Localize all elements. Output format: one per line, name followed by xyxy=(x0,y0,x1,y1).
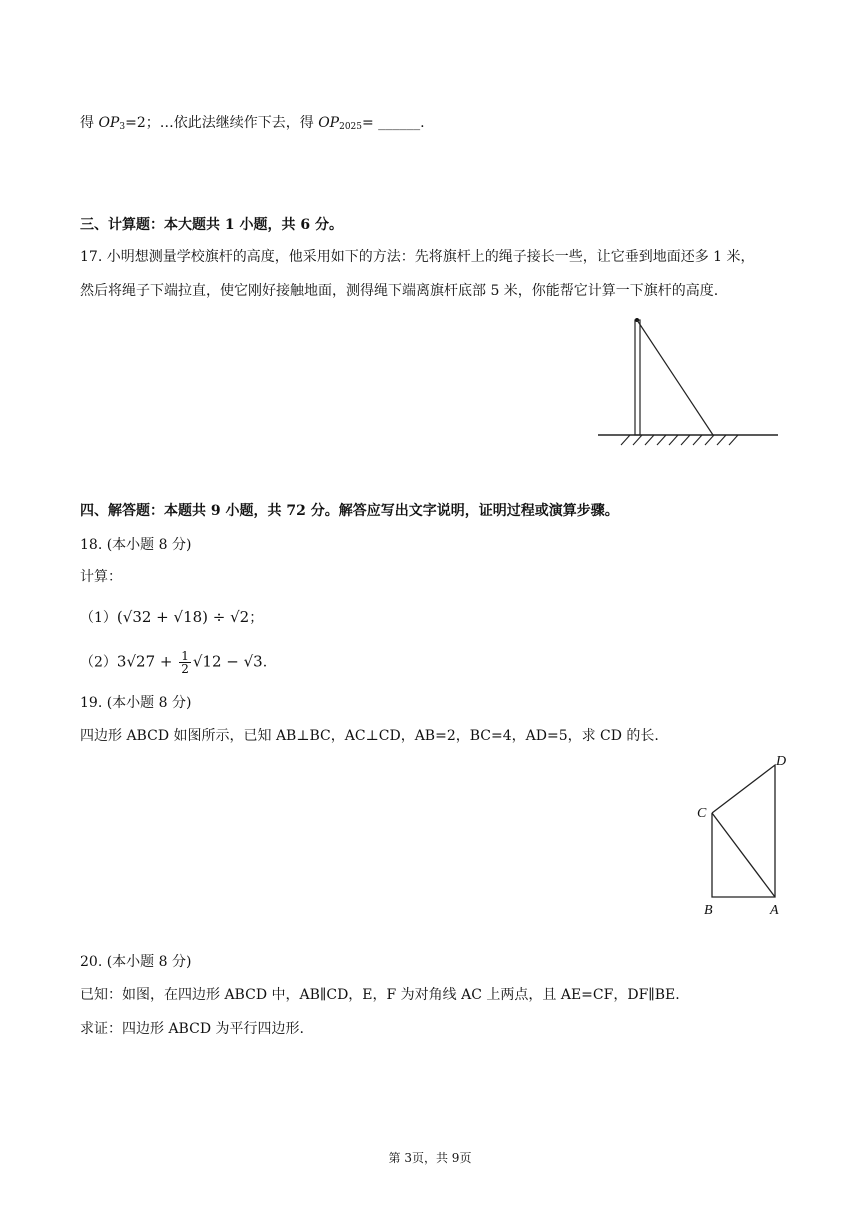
q18-part2: （2）3√27 + $\frac{1}{2}$ √12 − √3. xyxy=(80,649,268,676)
q18-header: 18. (本小题 8 分) xyxy=(80,537,192,553)
section4-heading: 四、解答题：本题共 9 小题，共 72 分。解答应写出文字说明，证明过程或演算步骤。 xyxy=(80,503,619,519)
q19-text: 四边形 ABCD 如图所示，已知 AB⊥BC，AC⊥CD，AB=2，BC=4，AD=5，求 CD 的长. xyxy=(80,728,659,744)
q18-fraction: $\frac{1}{2}$ xyxy=(181,649,189,676)
q19-header: 19. (本小题 8 分) xyxy=(80,695,192,711)
section3-heading: 三、计算题：本大题共 1 小题，共 6 分。 xyxy=(80,217,343,233)
flagpole-figure xyxy=(596,314,780,448)
label-C: C xyxy=(697,806,707,821)
label-D: D xyxy=(776,754,787,769)
q16-tail-line: 得 $OP_3=2$；…依此法继续作下去，得 $OP_{2025}=$ ______. xyxy=(80,115,425,132)
q18-instruction: 计算： xyxy=(80,569,122,585)
q20-header: 20. (本小题 8 分) xyxy=(80,954,192,970)
q17-line1: 17. 小明想测量学校旗杆的高度，他采用如下的方法：先将旗杆上的绳子接长一些，让它垂到地面还多 1 米， xyxy=(80,249,755,265)
label-A: A xyxy=(770,903,779,918)
q18-part1: （1）(√32 + √18) ÷ √2； xyxy=(80,608,264,626)
page-footer: 第 3页，共 9页 xyxy=(388,1151,472,1165)
q20-given: 已知：如图，在四边形 ABCD 中，AB∥CD，E，F 为对角线 AC 上两点，且 AE=CF，DF∥BE. xyxy=(80,987,680,1003)
label-B: B xyxy=(704,903,713,918)
q17-line2: 然后将绳子下端拉直，使它刚好接触地面，测得绳下端离旗杆底部 5 米，你能帮它计算一下旗杆的高度. xyxy=(80,283,719,299)
q20-prove: 求证：四边形 ABCD 为平行四边形. xyxy=(80,1021,304,1037)
quadrilateral-figure xyxy=(692,748,798,920)
